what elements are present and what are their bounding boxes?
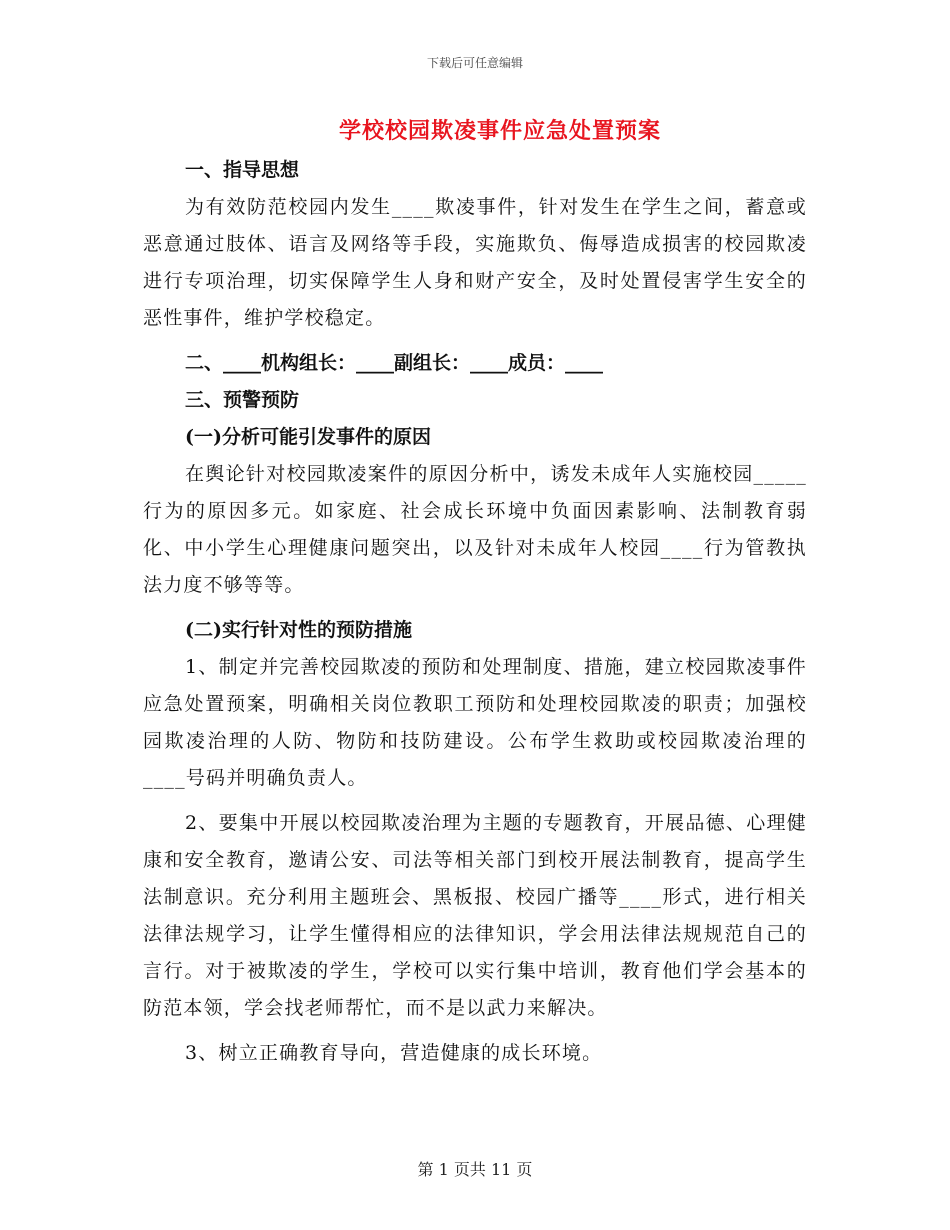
- section-heading-organization: 二、____机构组长：____副组长：____成员：____: [185, 352, 604, 374]
- page-header-note: 下载后可任意编辑: [426, 56, 523, 70]
- document-body: [143, 152, 807, 1072]
- list-item-measure-2: 2、要集中开展以校园欺凌治理为主题的专题教育，开展品德、心理健康和安全教育，邀请公安、司法等相关部门到校开展法制教育，提高学生法制意识。充分利用主题班会、黑板报、校园广播等____形式，进行相关法律法规学习，让学生懂得相应的法律知识，学会用法律法规规范自己的言行。对于被欺凌的学生，学校可以实行集中培训，教育他们学会基本的防范本领，学会找老师帮忙，而不是以武力来解决。: [143, 812, 807, 1019]
- subsection-heading-causes: (一)分析可能引发事件的原因: [185, 426, 431, 448]
- subsection-heading-measures: (二)实行针对性的预防措施: [185, 619, 412, 641]
- list-item-measure-3: 3、树立正确教育导向，营造健康的成长环境。: [185, 1042, 603, 1064]
- paragraph-causes: 在舆论针对校园欺凌案件的原因分析中，诱发未成年人实施校园_____行为的原因多元。如家庭、社会成长环境中负面因素影响、法制教育弱化、中小学生心理健康问题突出，以及针对未成年人校园____行为管教执法力度不够等等。: [143, 463, 807, 596]
- section-heading-early-warning: 三、预警预防: [185, 389, 300, 411]
- section-heading-guiding-thought: 一、指导思想: [185, 159, 300, 181]
- list-item-measure-1: 1、制定并完善校园欺凌的预防和处理制度、措施，建立校园欺凌事件应急处置预案，明确相关岗位教职工预防和处理校园欺凌的职责；加强校园欺凌治理的人防、物防和技防建设。公布学生救助或校园欺凌治理的____号码并明确负责人。: [143, 656, 807, 789]
- page-number-footer: 第 1 页共 11 页: [417, 1160, 533, 1179]
- document-title: 学校校园欺凌事件应急处置预案: [338, 118, 661, 144]
- paragraph-guiding-thought: 为有效防范校园内发生____欺凌事件，针对发生在学生之间，蓄意或恶意通过肢体、语言及网络等手段，实施欺负、侮辱造成损害的校园欺凌进行专项治理，切实保障学生人身和财产安全，及时处置侵害学生安全的恶性事件，维护学校稳定。: [143, 196, 807, 329]
